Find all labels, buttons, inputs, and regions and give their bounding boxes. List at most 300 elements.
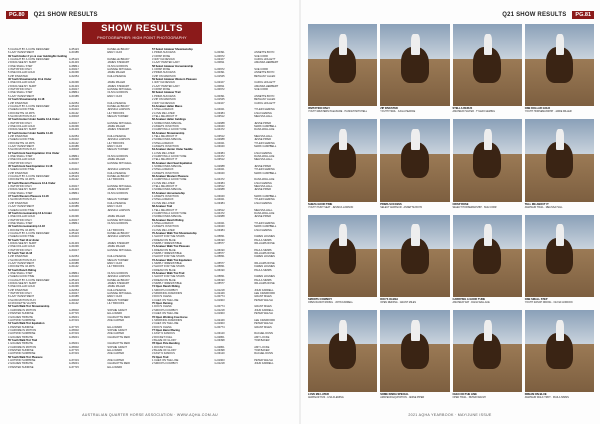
result-horse: 3 SIMPLY IRRESISTIBLE [152, 241, 182, 245]
result-horse: 2 ONE DOLLAR GOLD [8, 245, 35, 249]
result-horse: 41 Youth Showmanship 14-18 [8, 98, 45, 102]
result-horse: 2 STELLA REDUX [152, 198, 174, 202]
result-reg: G-62107 [214, 81, 225, 85]
result-horse: 1 STELLA REDUX [152, 221, 174, 225]
result-reg: G-60391 [214, 94, 225, 98]
photo-caption [453, 107, 522, 113]
result-reg: G-60217 [68, 68, 79, 72]
result-horse: 3 ROCKETTE VA ZIPS [8, 141, 35, 145]
result-reg: G-60217 [68, 121, 79, 125]
result-reg: G-63384 [214, 228, 225, 232]
rider-figure [484, 320, 492, 341]
result-horse: 69 Amateur Ranch Riding [152, 218, 184, 222]
result-horse: 1 PRIMA SUCCESS [152, 94, 176, 98]
photo-caption-text: YOUTH WESTERN PLEASURE · HANNAH MITCHELL [308, 110, 368, 114]
result-reg: G-61433 [68, 241, 79, 245]
result-exhibitor: JAMIE MILLER [107, 124, 126, 128]
result-horse: 3 BLAZE OF GLORY [152, 338, 177, 342]
result-exhibitor: SUE CORR [254, 68, 268, 72]
result-exhibitor: AMY LOCKE [254, 345, 270, 349]
photo-caption-text: SELECT HORSEMANSHIP · SUE CORR [452, 205, 497, 209]
result-horse: 3 STELLA REDUX [152, 141, 174, 145]
result-horse: 1 HOTROD SURPRISE [8, 358, 36, 362]
left-footer: AUSTRALIAN QUARTER HORSE ASSOCIATION · WWW.AQHA.COM.AU [82, 413, 218, 417]
right-section-title: Q21 SHOW RESULTS [502, 12, 567, 18]
result-horse: 3 DIDJA SEE MY SHIRT [8, 128, 37, 132]
photo-caption-title: INVITATION ONLY [308, 107, 330, 111]
result-exhibitor: JESSICA LAWSON [107, 235, 130, 239]
result-exhibitor: JAMES STEWART [107, 241, 130, 245]
photo-caption [453, 298, 522, 304]
result-reg: G-66190 [214, 238, 225, 242]
result-reg: G-65123 [68, 104, 79, 108]
result-reg: G-61903 [214, 312, 225, 316]
result-horse: 5 ONE DOLLAR GOLD [8, 285, 35, 289]
photo-caption-text: YOUTH RANCH RIDING · OLIVIA GORDON [524, 300, 573, 304]
result-exhibitor: HANNAH MITCHELL [107, 121, 132, 125]
result-horse: 2 GOLDEN TRIBUTE [8, 362, 33, 366]
result-horse: 2 SMOOTH COWBOY [152, 362, 179, 366]
result-exhibitor: MEGAN TURNER [107, 148, 129, 152]
result-reg: G-67219 [68, 318, 79, 322]
result-exhibitor: PETER WALSH [254, 312, 273, 316]
result-exhibitor: HANNAH MITCHELL [107, 292, 132, 296]
result-reg: G-62254 [68, 201, 79, 205]
result-exhibitor: TYLER FLEMING [254, 221, 275, 225]
result-horse: 66 Amateur Western Pleasure [152, 175, 189, 179]
result-exhibitor: CHARLOTTE REID [107, 315, 130, 319]
result-horse: 50 Youth Trail 13 & Under [8, 238, 40, 242]
result-exhibitor: GRANT MILES [254, 305, 272, 309]
result-reg: G-68841 [68, 221, 79, 225]
result-exhibitor: ZOE CARTER [107, 332, 125, 336]
result-horse: 44 Youth Hunt Seat Equitation 13 & Under [8, 151, 60, 155]
result-reg: G-60018 [68, 114, 79, 118]
result-exhibitor: KAREN HOLMES [254, 265, 275, 269]
rider-figure [484, 129, 492, 150]
result-exhibitor: HANNAH MITCHELL [107, 218, 132, 222]
result-reg: G-64472 [214, 211, 225, 215]
result-exhibitor: KAREN HOLMES [254, 255, 275, 259]
result-exhibitor: EMILY CHOI [107, 94, 123, 98]
result-photo [380, 119, 449, 201]
result-reg: G-66190 [214, 278, 225, 282]
result-reg: G-64410 [68, 275, 79, 279]
result-horse: 6 ZIP INVESTED [8, 74, 28, 78]
result-photo [453, 215, 522, 297]
result-reg: G-62107 [214, 101, 225, 105]
result-horse: 2 ONE DOLLAR GOLD [8, 158, 35, 162]
result-exhibitor: JESSE PIPER [254, 188, 271, 192]
result-reg: G-65123 [68, 278, 79, 282]
result-photo [380, 310, 449, 392]
result-horse: 2 INVITATION ONLY [8, 218, 32, 222]
photo-caption-title: ONE SMALL STEP [524, 297, 548, 301]
result-horse: 2 ZIP ON MADISON [152, 98, 176, 102]
photo-caption [308, 203, 377, 209]
rider-figure [556, 320, 564, 341]
result-exhibitor: TOM BAKER [254, 338, 270, 342]
result-photo [525, 119, 594, 201]
result-horse: 4 ROCKETTE VA ZIPS [8, 111, 35, 115]
result-horse: 2 CAUGHT BY A CUTE DESIGNER [8, 231, 50, 235]
result-exhibitor: DANIELLE BRADY [107, 48, 130, 51]
result-horse: 2 DIDJA SEE MY SHIRT [8, 84, 37, 88]
result-exhibitor: HANNAH MITCHELL [107, 185, 132, 189]
result-exhibitor: OLIVIA GORDON [107, 191, 128, 195]
result-exhibitor: JAMIE MILLER [107, 285, 126, 289]
result-photo [380, 215, 449, 297]
photo-caption [380, 107, 449, 113]
result-reg: G-60217 [68, 248, 79, 252]
result-exhibitor: WILLIAMS ROSE [254, 282, 275, 286]
photographer-credit: PHOTOGRAPHER: HIGH POINT PHOTOGRAPHY [97, 36, 187, 40]
result-exhibitor: PAULA SIMMS [254, 238, 272, 242]
photo-caption-text: AMATEUR HALTER · TYLER FLEMING [452, 110, 496, 114]
result-horse: 4 INVITATION ONLY [8, 68, 32, 72]
result-horse: 3 SIMPLY IRRESISTIBLE [152, 282, 182, 286]
result-reg: G-61096 [68, 245, 79, 249]
result-exhibitor: DANIELLE BRADY [107, 278, 130, 282]
result-exhibitor: CAROL HOLLETT [254, 81, 276, 85]
page-gutter [299, 0, 301, 424]
result-exhibitor: CAROL HOLLETT [254, 58, 276, 62]
result-horse: 1 ONE DOLLAR GOLD [8, 215, 35, 219]
result-exhibitor: MEGAN TURNER [107, 298, 129, 302]
result-reg: G-61903 [214, 358, 225, 362]
left-section-title: Q21 SHOW RESULTS [33, 12, 98, 18]
result-reg: G-60217 [68, 218, 79, 222]
result-exhibitor: LILY BROOKS [107, 141, 125, 145]
result-reg: G-63120 [214, 352, 225, 356]
result-exhibitor: JESSICA LAWSON [107, 108, 130, 112]
result-horse: 77 Open Barrel Racing [152, 328, 180, 332]
result-reg: G-60185 [68, 262, 79, 265]
result-reg: G-66190 [214, 268, 225, 272]
result-horse: 1 INVITATION ONLY [8, 185, 32, 189]
result-horse: 3 INVITATION ONLY [8, 161, 32, 165]
result-reg: G-61142 [68, 302, 79, 306]
rider-figure [339, 224, 347, 245]
result-horse: 3 ZIP ON MADISON [152, 74, 176, 78]
result-horse: 4 ONE SMALL STEP [8, 91, 33, 95]
result-horse: 1 LOVE ME LATER [152, 151, 175, 155]
result-horse: 55 Youth Walk Trot Trail [8, 338, 38, 342]
result-reg: G-63384 [214, 201, 225, 205]
result-exhibitor: MELISSA HALL [254, 185, 273, 189]
result-exhibitor: JAMIE MILLER [107, 71, 126, 75]
result-exhibitor: MELISSA HALL [254, 208, 273, 212]
result-photo [453, 310, 522, 392]
result-horse: 1 STELLA REDUX [152, 108, 174, 112]
result-reg: G-60185 [68, 94, 79, 98]
result-reg: G-66031 [68, 342, 79, 346]
result-horse: 49 Youth Horsemanship 14-18 [8, 225, 45, 229]
results-column-1 [8, 48, 146, 369]
result-horse: 2 CRISP ROSE [152, 54, 171, 58]
result-horse: 1 DREAM ON BLUE [152, 248, 176, 252]
photo-caption-title: STELLA REDUX [452, 107, 473, 111]
result-exhibitor: SOPHIE GRANT [107, 328, 127, 332]
photo-caption [380, 203, 449, 209]
right-page-number: PG.81 [572, 11, 594, 19]
result-reg: G-60185 [68, 295, 79, 299]
photo-caption-title: SMOOTH COWBOY [308, 297, 333, 301]
result-exhibitor: DANA WALLACE [254, 128, 275, 132]
result-exhibitor: JESSE PIPER [254, 121, 271, 125]
result-reg: G-65831 [214, 265, 225, 269]
result-horse: 5 SLOW MOTION PLAY [8, 114, 37, 118]
result-exhibitor: OLIVIA GORDON [107, 221, 128, 225]
result-horse: 3 CARRYING A GOOD TUNE [152, 128, 187, 132]
photo-grid [308, 24, 594, 402]
result-exhibitor: PAULA SIMMS [254, 248, 272, 252]
result-horse: 5 ONE DOLLAR GOLD [8, 71, 35, 75]
result-reg: G-63040 [214, 124, 225, 128]
result-reg: G-63040 [214, 195, 225, 199]
result-horse: 2 DREAM ON BLUE [152, 278, 176, 282]
result-reg: G-65831 [214, 255, 225, 259]
result-horse: 2 DIDJA SEE MY SHIRT [8, 188, 37, 192]
result-horse: 2 DREAM ON BLUE [152, 238, 176, 242]
result-horse: 72 Amateur Walk Trot Equitation [152, 258, 192, 262]
result-exhibitor: JOHN FARRELL [254, 288, 274, 292]
result-reg: G-68841 [68, 272, 79, 276]
result-exhibitor: JAMES STEWART [107, 61, 130, 65]
result-horse: 1 ROCKET FUEL [152, 345, 173, 349]
result-exhibitor: HANNAH MITCHELL [107, 248, 132, 252]
result-exhibitor: AMANDA HERBERT [254, 61, 279, 65]
result-horse: 2 SPARKING DIAMONDS [152, 292, 183, 296]
result-exhibitor: OLIVIA GORDON [107, 64, 128, 68]
result-horse: 1 CARRYING A GOOD TUNE [152, 178, 187, 182]
result-reg: G-61142 [68, 111, 79, 115]
photo-caption [525, 298, 594, 304]
result-exhibitor: JOHN FARRELL [254, 308, 274, 312]
result-exhibitor: OLIVIA GORDON [107, 91, 128, 95]
result-photo [453, 119, 522, 201]
result-exhibitor: PAULA SIMMS [254, 268, 272, 272]
result-exhibitor: LILY BROOKS [107, 111, 125, 115]
result-horse: 3 ONE SMALL STEP [8, 64, 33, 68]
result-row [152, 362, 294, 365]
result-reg: G-60972 [214, 68, 225, 72]
photo-caption [525, 107, 594, 113]
result-exhibitor: CHARLOTTE REID [107, 342, 130, 346]
result-horse: 3 SHOOT FOR THE STARS [152, 255, 185, 259]
result-exhibitor: KAILA PEARCE [107, 288, 126, 292]
result-horse: 4 CHEX ON THE LINE [152, 298, 179, 302]
photo-caption [308, 298, 377, 304]
result-reg: G-68841 [68, 191, 79, 195]
result-reg: G-66031 [68, 315, 79, 319]
result-horse: 4 DIDJA SEE MY SHIRT [8, 282, 37, 286]
photo-caption-title: SOME KINDA SPECIAL [380, 393, 409, 396]
result-reg: G-62254 [68, 101, 79, 105]
photo-caption-title: ONE DOLLAR GOLD [524, 107, 551, 111]
result-reg: G-62449 [214, 318, 225, 322]
result-reg: G-60391 [214, 51, 225, 55]
result-exhibitor: WILLIAMS ROSE [254, 262, 275, 265]
rider-figure [411, 34, 419, 55]
result-horse: 2 CARRYING A GOOD TUNE [152, 155, 187, 158]
result-exhibitor: EMILY CHOI [107, 262, 123, 265]
result-exhibitor: JESSICA LAWSON [107, 208, 130, 212]
result-reg: G-62449 [214, 292, 225, 296]
result-reg: G-61433 [68, 84, 79, 88]
result-reg: G-60391 [214, 71, 225, 75]
result-exhibitor: CHARLOTTE REID [107, 335, 130, 339]
result-horse: 4 GOLDEN TRIBUTE [8, 335, 33, 339]
result-horse: 3 IZZY DA DESIGN [152, 101, 175, 105]
result-exhibitor: ZOE CARTER [107, 318, 125, 322]
result-reg: G-64410 [68, 208, 79, 212]
result-exhibitor: JAMIE MILLER [107, 158, 126, 162]
result-photo [380, 24, 449, 106]
result-reg: G-62254 [68, 134, 79, 138]
result-exhibitor: DANIELLE BRADY [107, 58, 130, 62]
result-reg: G-61142 [68, 178, 79, 182]
result-horse: 3 GOLDEN TRIBUTE [8, 315, 33, 319]
result-reg: G-65123 [68, 48, 79, 51]
result-horse: 2 SHEZA GOOD TIME [8, 138, 35, 142]
photo-caption-text: AMATEUR W/P · DANA WALLACE [452, 300, 490, 304]
result-exhibitor: JAMIE MILLER [107, 81, 126, 85]
result-horse: 2 LAZY PAINTED LADY [152, 84, 180, 88]
photo-caption [380, 298, 449, 304]
result-reg: G-67715 [68, 325, 79, 329]
result-horse: 6 ZIP INVESTED [8, 288, 28, 292]
result-horse: 10 ROCKETTE VA ZIPS [8, 302, 37, 306]
result-horse: 79 Open Trail [152, 355, 169, 359]
result-horse: 1 ONE DOLLAR GOLD [8, 81, 35, 85]
result-reg: G-60972 [214, 54, 225, 58]
result-exhibitor: RACHEL DUNN [254, 332, 273, 336]
result-exhibitor: JAMES STEWART [107, 282, 130, 286]
result-horse: 46 Youth Western Pleasure 13 & Under [8, 181, 56, 185]
result-horse: 3 ONE SMALL STEP [8, 221, 33, 225]
result-exhibitor: EMILY CHOI [107, 205, 123, 209]
result-horse: 2 SLOW MOTION PLAY [8, 258, 37, 262]
result-exhibitor: EMILY CHOI [107, 144, 123, 148]
result-reg: G-61433 [68, 128, 79, 132]
result-photo [525, 24, 594, 106]
result-horse: 4 ASSETS IN MOTION [152, 144, 179, 148]
result-exhibitor: DANA WALLACE [254, 211, 275, 215]
result-reg: G-66502 [68, 308, 79, 312]
result-horse: 3 PAINTED SUNRISE [8, 365, 34, 369]
result-exhibitor: JESSICA LAWSON [107, 168, 130, 172]
result-reg: G-64410 [68, 108, 79, 112]
result-horse: 3 CHEX ON THE LINE [152, 312, 179, 316]
result-reg: G-60018 [68, 148, 79, 152]
photo-caption-title: TELL ME ABOUT IT [524, 202, 549, 206]
result-reg: G-62801 [214, 345, 225, 349]
result-horse: 3 IZZY DA DESIGN [152, 58, 175, 62]
result-exhibitor: KAILA PEARCE [107, 101, 126, 105]
result-reg: G-65123 [68, 175, 79, 179]
result-exhibitor: JAMES STEWART [107, 188, 130, 192]
result-horse: 40 Youth Showmanship 13 & Under [8, 78, 52, 82]
result-horse: 3 ASSETS IN MOTION [152, 171, 179, 175]
photo-caption [308, 393, 377, 399]
result-reg: G-60972 [214, 88, 225, 92]
result-horse: 3 CRISP ROSE [152, 88, 171, 92]
result-reg: G-62688 [214, 215, 225, 219]
result-exhibitor: AMANDA HERBERT [254, 84, 279, 88]
result-exhibitor: BETHANY ALLEN [254, 98, 276, 102]
result-exhibitor: TYLER FLEMING [254, 168, 275, 172]
result-reg: G-62688 [214, 138, 225, 142]
result-horse: 63 Amateur Showmanship [152, 131, 185, 135]
result-reg: G-67219 [68, 352, 79, 356]
result-reg: G-62688 [214, 188, 225, 192]
result-reg: G-60217 [68, 161, 79, 165]
result-horse: 67 Amateur Horsemanship [152, 191, 185, 195]
result-exhibitor: JAMES STEWART [107, 128, 130, 132]
result-horse: 3 DOC'S OLENA [152, 325, 172, 329]
result-exhibitor: ELLA WARD [107, 312, 123, 316]
result-reg: G-63040 [214, 171, 225, 175]
result-exhibitor: MARK CAMPBELL [254, 171, 277, 175]
result-reg: G-62254 [68, 74, 79, 78]
result-horse: 3 TELL ME ABOUT IT [152, 185, 178, 189]
photo-caption-title: DOC'S OLENA [380, 297, 399, 301]
result-horse: 39 Youth Halter 2 yrs & over Gelding/Ex Gelding [8, 54, 67, 58]
result-horse: 2 CHEX ON THE LINE [152, 322, 179, 326]
result-exhibitor: ELLA WARD [107, 348, 123, 352]
result-exhibitor: LISA FLEMING [254, 111, 272, 115]
result-reg: G-66190 [214, 248, 225, 252]
result-reg: G-63384 [214, 181, 225, 185]
result-reg: G-63040 [214, 144, 225, 148]
result-reg: G-66031 [68, 335, 79, 339]
result-reg: G-61433 [68, 188, 79, 192]
result-horse: 5 CAUGHT BY A CUTE DESIGNER [8, 48, 50, 51]
result-horse: 1 SHOOT FOR THE STARS [152, 235, 185, 239]
result-reg: G-61433 [68, 282, 79, 286]
result-reg: G-60185 [68, 144, 79, 148]
result-horse: 3 PAINTED SUNRISE [8, 348, 34, 352]
result-exhibitor: WILLIAMS ROSE [254, 241, 275, 245]
result-horse: 73 Amateur Walk Trot Trail [152, 272, 185, 276]
result-reg: G-62801 [214, 335, 225, 339]
result-horse: 3 LOVE ME LATER [152, 228, 175, 232]
result-horse: 1 ONE SMALL STEP [8, 272, 33, 276]
result-horse: 1 SPARKING DIAMONDS [152, 318, 183, 322]
result-reg: G-65123 [68, 231, 79, 235]
photo-caption-text: AMATEUR WALK TROT · PAULA SIMMS [524, 396, 569, 399]
result-reg: G-64021 [214, 221, 225, 225]
rider-figure [411, 129, 419, 150]
result-reg: G-65577 [214, 241, 225, 245]
photo-caption-text: AMATEUR EQUITATION · JESSE PIPER [380, 396, 425, 399]
result-horse: 2 SHOOT FOR THE STARS [152, 265, 185, 269]
result-horse: 9 SLOW MOTION PLAY [8, 298, 37, 302]
result-exhibitor: KAILA PEARCE [107, 74, 126, 78]
result-exhibitor: MARK CAMPBELL [254, 225, 277, 229]
result-horse: 1 CAUGHT BY A CUTE DESIGNER [8, 58, 50, 62]
photo-caption-title: CHEX ON THE LINE [452, 393, 477, 396]
result-horse: 4 SOME KINDA SPECIAL [152, 188, 182, 192]
result-exhibitor: MARK CAMPBELL [254, 124, 277, 128]
result-horse: 2 BLAZE OF GLORY [152, 348, 177, 352]
result-horse: 2 PAINTED SUNRISE [8, 312, 34, 316]
result-reg: G-60774 [214, 295, 225, 299]
result-exhibitor: OLIVIA GORDON [107, 155, 128, 158]
rider-figure [556, 129, 564, 150]
result-horse: 1 SOME KINDA SPECIAL [152, 121, 182, 125]
